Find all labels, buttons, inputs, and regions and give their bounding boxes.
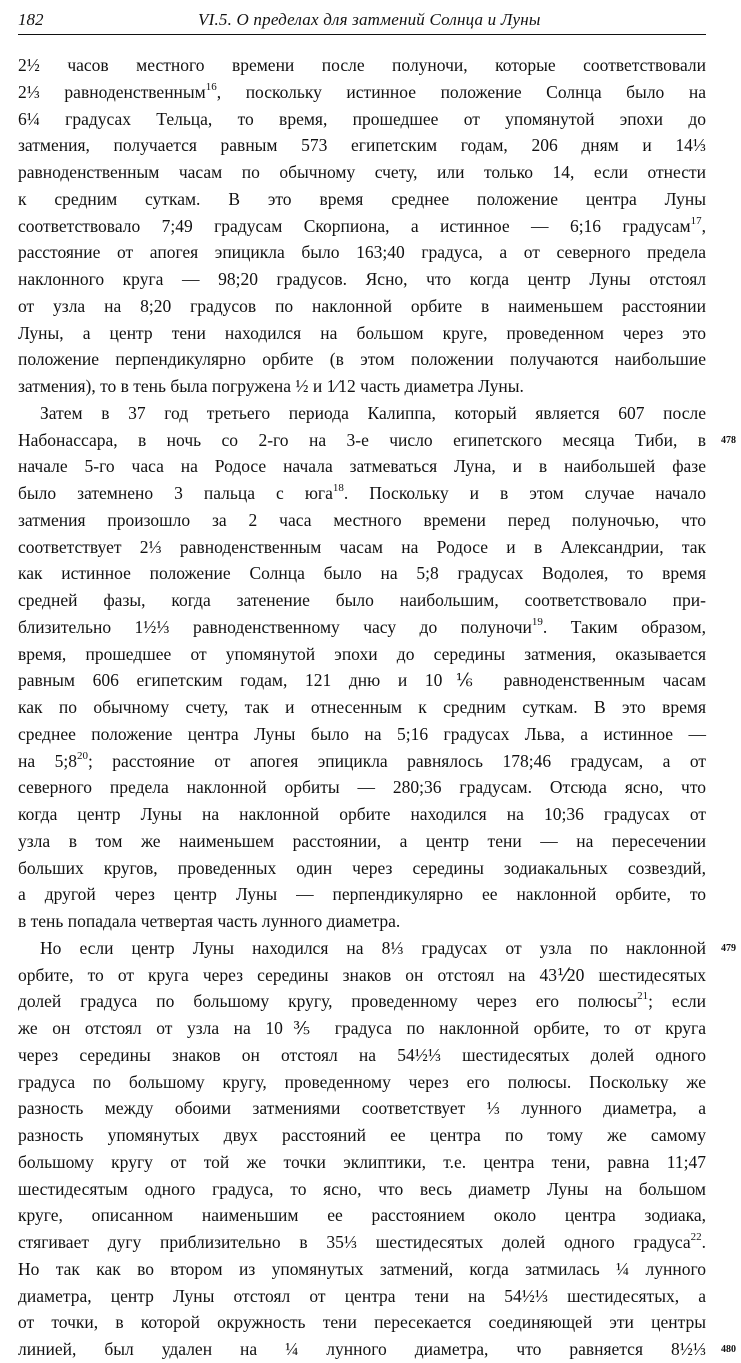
text-line [18, 373, 706, 400]
footnote-marker: 20 [76, 749, 88, 762]
line-text: среднее положение центра Луны было на 5;16 градусах Льва, а истинное — [18, 723, 706, 744]
line-text: в тень попадала четвертая часть лунного диаметра. [18, 911, 401, 931]
text-line [18, 694, 706, 721]
line-text: от точки, в которой окружность тени пересекается соединяющей эти центры [18, 1312, 706, 1333]
text-line [18, 748, 706, 775]
line-text: равным 606 египетским годам, 121 дню и 10⅙ равноденственным часам [18, 670, 706, 691]
text-line [18, 79, 706, 106]
line-text: начале 5-го часа на Родосе начала затмеваться Луна, и в наибольшей фазе [18, 456, 706, 477]
line-text: как по обычному счету, так и отнесенным к средним суткам. В это время [18, 697, 706, 717]
line-text: соответствует 2⅓ равноденственным часам на Родосе и в Александрии, так [18, 536, 706, 557]
text-line [18, 400, 706, 427]
line-text: Но если центр Луны находился на 8⅓ градусах от узла по наклонной [40, 937, 706, 958]
text-line [18, 667, 706, 694]
text-line [18, 1256, 706, 1283]
text-line [18, 774, 706, 801]
text-line [18, 1149, 706, 1176]
line-text: разность упомянутых двух расстояний ее центра по тому же самому [18, 1125, 706, 1145]
line-text: долей градуса по большому кругу, проведенному через его полюсы [18, 991, 638, 1012]
line-text: средней фазы, когда затенение было наибольшим, соответствовало при- [18, 590, 706, 610]
line-text-continued: , поскольку истинное положение Солнца было на [216, 81, 706, 102]
line-text: время, прошедшее от упомянутой эпохи до середины затмения, оказывается [18, 643, 706, 664]
margin-line-number: 478 [721, 434, 736, 446]
line-text: было затемнено 3 пальца с юга [18, 483, 333, 503]
text-line [18, 721, 706, 748]
page-header [18, 6, 706, 35]
line-text: от узла на 8;20 градусов по наклонной орбите в наименьшем расстоянии [18, 295, 706, 316]
line-text-continued: . Поскольку и в этом случае начало [343, 483, 706, 503]
footnote-marker: 19 [531, 615, 543, 628]
line-text: 2⅓ равноденственным [18, 81, 206, 102]
line-text: через середины знаков он отстоял на 54½⅓ шестидесятых долей одного [18, 1044, 706, 1065]
text-line [18, 935, 706, 962]
line-text: Луны, а центр тени находился на большом круге, проведенном через это [18, 322, 706, 343]
text-line [18, 1176, 706, 1203]
line-text: Но так как во втором из упомянутых затмений, когда затмилась ¼ лунного [18, 1258, 706, 1279]
page-number: 182 [18, 10, 44, 29]
text-line [18, 427, 706, 454]
line-text: круге, описанном наименьшим ее расстоянием около центра зодиака, [18, 1205, 706, 1226]
text-line [18, 453, 706, 480]
text-line [18, 480, 706, 507]
body-text [18, 52, 706, 1363]
text-line [18, 1336, 706, 1363]
text-line [18, 881, 706, 908]
text-line [18, 346, 706, 373]
text-line [18, 293, 706, 320]
text-line [18, 855, 706, 882]
footnote-marker: 18 [332, 482, 344, 494]
text-line [18, 1202, 706, 1229]
text-line [18, 1122, 706, 1149]
line-text: градуса по большому кругу, проведенному через его полюсы. Поскольку же [18, 1071, 706, 1092]
line-text: расстояние от апогея эпицикла было 163;40 градуса, а от северного предела [18, 242, 706, 263]
text-line [18, 1042, 706, 1069]
text-line [18, 828, 706, 855]
line-text-continued: ; расстояние от апогея эпицикла равнялось 178;46 градусам, а от [87, 750, 706, 771]
line-text-continued: . [701, 1232, 706, 1252]
text-line [18, 560, 706, 587]
text-line [18, 1229, 706, 1256]
line-text: как истинное положение Солнца было на 5;8 градусах Водолея, то время [18, 563, 706, 584]
line-text: линией, был удален на ¼ лунного диаметра, что равняется 8½⅓ [18, 1339, 706, 1359]
line-text-continued: . Таким образом, [542, 616, 706, 637]
text-line [18, 186, 706, 213]
line-text: положение перпендикулярно орбите (в этом положении получаются наибольшие [18, 349, 706, 370]
running-title: VI.5. О пределах для затмений Солнца и Луны [198, 10, 541, 29]
text-line [18, 132, 706, 159]
line-text: большому кругу от той же точки эклиптики, т.е. центра тени, равна 11;47 [18, 1151, 706, 1172]
line-text: 6¼ градусах Тельца, то время, прошедшее от упомянутой эпохи до [18, 108, 706, 129]
text-line [18, 1015, 706, 1042]
text-line [18, 988, 706, 1015]
line-text: Затем в 37 год третьего периода Калиппа, который является 607 после [40, 402, 706, 423]
line-text: же он отстоял от узла на 10⅗ градуса по наклонной орбите, то от круга [18, 1018, 706, 1038]
line-text: стягивает дугу приблизительно в 35⅓ шестидесятых долей одного градуса [18, 1232, 691, 1252]
text-line [18, 266, 706, 293]
text-line [18, 962, 706, 989]
text-line [18, 507, 706, 534]
text-line [18, 908, 706, 935]
line-text: близительно 1½⅓ равноденственному часу до полуночи [18, 616, 532, 637]
line-text: северного предела наклонной орбиты — 280;36 градусам. Отсюда ясно, что [18, 777, 706, 798]
text-line [18, 52, 706, 79]
text-line [18, 614, 706, 641]
line-text: диаметра, центр Луны отстоял от центра тени на 54½⅓ шестидесятых, а [18, 1285, 706, 1306]
footnote-marker: 22 [690, 1231, 702, 1243]
line-text: затмения), то в тень была погружена ½ и 1⁄12 часть диаметра Луны. [18, 376, 524, 396]
text-line [18, 641, 706, 668]
footnote-marker: 21 [637, 990, 649, 1003]
margin-line-number: 480 [721, 1344, 736, 1355]
text-line [18, 159, 706, 186]
footnote-marker: 16 [205, 80, 217, 93]
line-text: 2½ часов местного времени после полуночи, которые соответствовали [18, 55, 706, 75]
line-text: равноденственным часам по обычному счету, или только 14, если отнести [18, 162, 706, 182]
footnote-marker: 17 [690, 214, 702, 227]
line-text: разность между обоими затмениями соответствует ⅓ лунного диаметра, а [18, 1098, 706, 1119]
line-text: затмения произошло за 2 часа местного времени перед полуночью, что [18, 509, 706, 530]
line-text: к средним суткам. В это время среднее положение центра Луны [18, 188, 706, 209]
line-text: затмения, получается равным 573 египетским годам, 206 дням и 14⅓ [18, 135, 706, 156]
text-line [18, 213, 706, 240]
text-line [18, 587, 706, 614]
line-text: а другой через центр Луны — перпендикулярно ее наклонной орбите, то [18, 884, 706, 905]
text-line [18, 1069, 706, 1096]
line-text: Набонассара, в ночь со 2-го на 3-е число египетского месяца Тиби, в [18, 429, 706, 450]
text-line [18, 1095, 706, 1122]
line-text: соответствовало 7;49 градусам Скорпиона, а истинное — 6;16 градусам [18, 215, 691, 236]
text-line [18, 801, 706, 828]
line-text: наклонного круга — 98;20 градусов. Ясно, что когда центр Луны отстоял [18, 269, 706, 289]
text-line [18, 239, 706, 266]
text-line [18, 534, 706, 561]
line-text: орбите, то от круга через середины знаков он отстоял на 43⅟20 шестидесятых [18, 964, 706, 985]
text-line [18, 1309, 706, 1336]
line-text: когда центр Луны на наклонной орбите находился на 10;36 градусах от [18, 804, 706, 824]
line-text: шестидесятым одного градуса, то ясно, что весь диаметр Луны на большом [18, 1178, 706, 1199]
text-line [18, 106, 706, 133]
line-text-continued: ; если [648, 991, 706, 1012]
margin-line-number: 479 [721, 942, 736, 954]
text-line [18, 320, 706, 347]
line-text-continued: , [701, 215, 706, 236]
line-text: узла в том же наименьшем расстоянии, а центр тени — на пересечении [18, 830, 706, 851]
text-line [18, 1283, 706, 1310]
line-text: на 5;8 [18, 750, 77, 771]
line-text: больших кругов, проведенных один через середины зодиакальных созвездий, [18, 857, 706, 878]
